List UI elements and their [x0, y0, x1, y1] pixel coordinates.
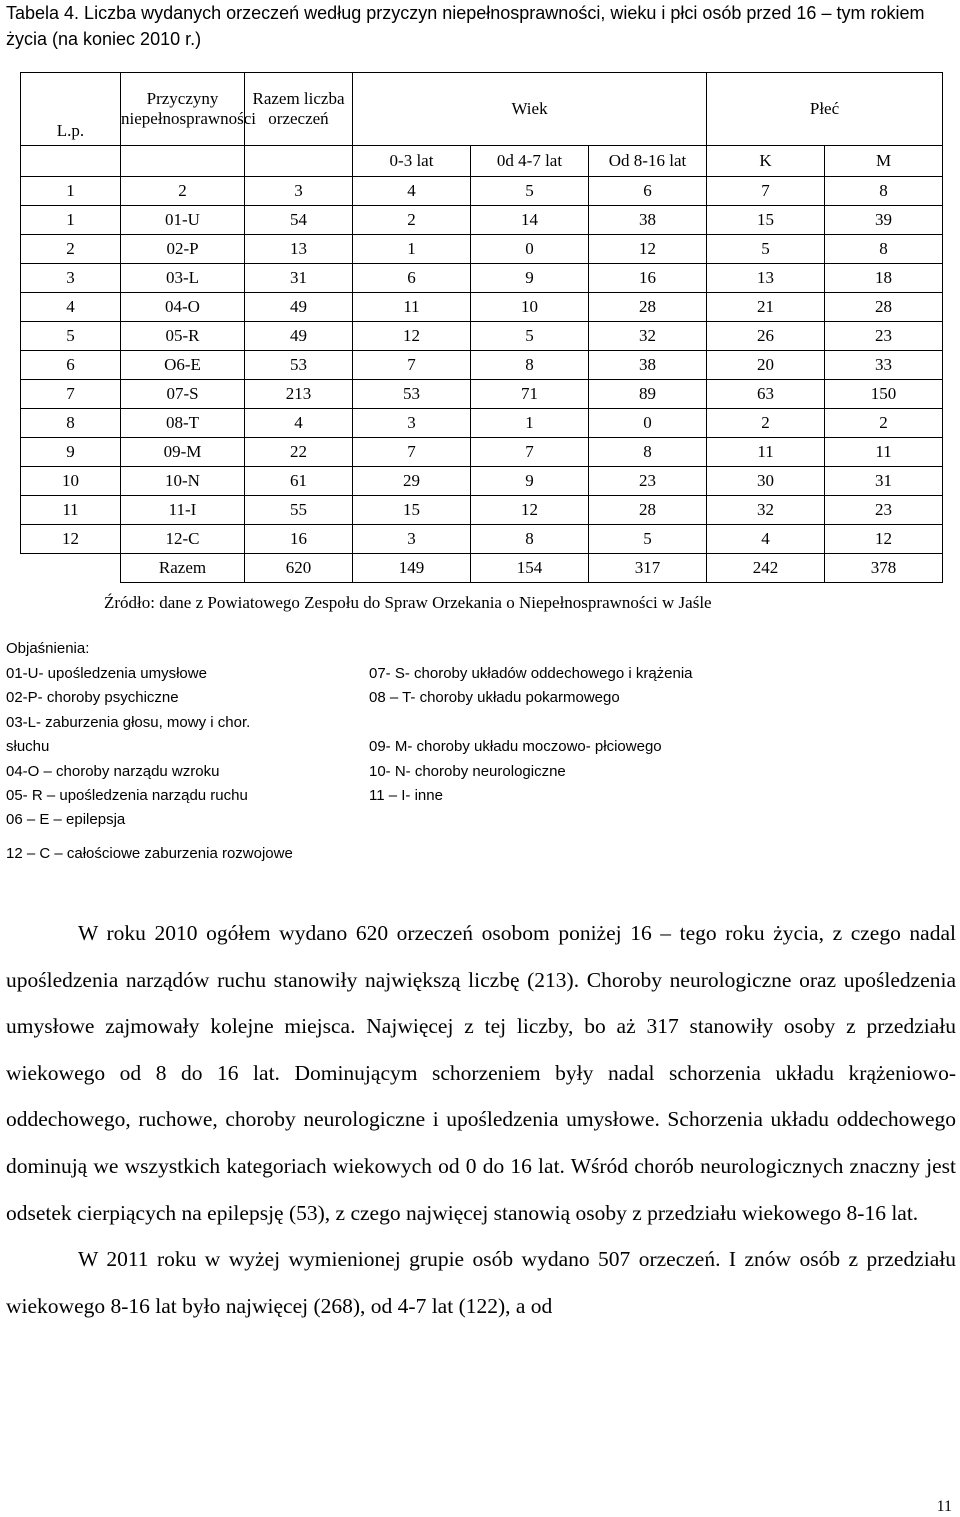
table-cell: 5 [589, 525, 707, 554]
table-row [21, 293, 943, 322]
cause-code: 03-L [121, 264, 245, 293]
table-cell: 38 [589, 351, 707, 380]
table-cell: 9 [471, 467, 589, 496]
table-row [21, 206, 943, 235]
cause-code: 12-C [121, 525, 245, 554]
cause-code: 02-P [121, 235, 245, 264]
table-cell: 15 [353, 496, 471, 525]
page-number: 11 [936, 1498, 952, 1515]
table-cell: 1 [471, 409, 589, 438]
table-cell: 2 [825, 409, 943, 438]
table-cell: 39 [825, 206, 943, 235]
table-cell: 23 [825, 322, 943, 351]
subheader-age-4-7: 0d 4-7 lat [471, 146, 589, 177]
row-number: 10 [21, 467, 121, 496]
header-row [21, 73, 943, 146]
row-number: 1 [21, 206, 121, 235]
table-cell: 5 [707, 235, 825, 264]
total-label: Razem [121, 554, 245, 583]
table-cell: 55 [245, 496, 353, 525]
table-cell: 14 [471, 206, 589, 235]
legend-item: 09- M- choroby układu moczowo- płciowego [369, 738, 662, 756]
legend-left-column [6, 662, 250, 833]
table-cell: 20 [707, 351, 825, 380]
total-cell: 378 [825, 554, 943, 583]
row-number: 2 [21, 235, 121, 264]
legend-item-last: 12 – C – całościowe zaburzenia rozwojowe [6, 845, 293, 862]
table-row [21, 351, 943, 380]
table-cell: 8 [471, 351, 589, 380]
legend-item: 03-L- zaburzenia głosu, mowy i chor. [6, 713, 251, 731]
row-number: 12 [21, 525, 121, 554]
total-cell: 317 [589, 554, 707, 583]
table-cell: 0 [471, 235, 589, 264]
table-cell: 11 [353, 293, 471, 322]
subheader-row [21, 146, 943, 177]
table-cell: 16 [245, 525, 353, 554]
table-cell: 11 [707, 438, 825, 467]
table-cell: 33 [825, 351, 943, 380]
body-text [6, 910, 956, 1329]
table-cell: 49 [245, 322, 353, 351]
table-cell: 49 [245, 293, 353, 322]
header-total: Razem liczba orzeczeń [245, 73, 353, 146]
total-cell: 620 [245, 554, 353, 583]
legend-item: 01-U- upośledzenia umysłowe [6, 665, 207, 682]
cause-code: 01-U [121, 206, 245, 235]
legend-right-column [369, 662, 693, 808]
paragraph: W 2011 roku w wyżej wymienionej grupie osób wydano 507 orzeczeń. I znów osób z przedziału wiekowego 8-16 lat było najwięcej (268), od 4-7 lat (122), a od [6, 1247, 956, 1318]
table-cell: 53 [245, 351, 353, 380]
table-cell: 10 [471, 293, 589, 322]
table-cell: 53 [353, 380, 471, 409]
legend-item: 10- N- choroby neurologiczne [369, 762, 566, 780]
table-cell: 6 [353, 264, 471, 293]
table-cell: 12 [825, 525, 943, 554]
table-cell: 5 [471, 322, 589, 351]
cause-code: 08-T [121, 409, 245, 438]
column-number: 7 [707, 177, 825, 206]
column-number: 3 [245, 177, 353, 206]
table-cell: 2 [707, 409, 825, 438]
legend-item [369, 711, 693, 735]
column-number: 4 [353, 177, 471, 206]
table-cell: 12 [589, 235, 707, 264]
table-row [21, 525, 943, 554]
table-row [21, 409, 943, 438]
table-cell: 11 [825, 438, 943, 467]
legend-item: 04-O – choroby narządu wzroku [6, 762, 220, 780]
subheader-sex-m: M [825, 146, 943, 177]
table-cell: 13 [707, 264, 825, 293]
table-cell: 150 [825, 380, 943, 409]
table-cell: 15 [707, 206, 825, 235]
legend-item: 05- R – upośledzenia narządu ruchu [6, 787, 248, 805]
cause-code: O6-E [121, 351, 245, 380]
table-cell: 31 [245, 264, 353, 293]
table-cell: 21 [707, 293, 825, 322]
disability-table [20, 72, 943, 583]
row-number: 8 [21, 409, 121, 438]
subheader-empty [21, 146, 121, 177]
column-number: 2 [121, 177, 245, 206]
paragraph: W roku 2010 ogółem wydano 620 orzeczeń osobom poniżej 16 – tego roku życia, z czego nadal upośledzenia narządów ruchu stanowiły największą liczbę (213). Choroby neurologiczne oraz upośledzenia umysłowe zajmowały kolejne miejsca. Najwięcej z tej liczby, bo aż 317 stanowiły osoby z przedziału wiekowego od 8 do 16 lat. Dominującym schorzeniem były nadal schorzenia układu krążeniowo-oddechowego, ruchowe, choroby neurologiczne i upośledzenia umysłowe. Schorzenia układu oddechowego dominują we wszystkich kategoriach wiekowych od 0 do 16 lat. Wśród chorób neurologicznych znaczny jest odsetek cierpiących na epilepsję (53), z czego najwięcej stanowią osoby z przedziału wiekowego 8-16 lat. [6, 921, 956, 1225]
row-number: 3 [21, 264, 121, 293]
source-note: Źródło: dane z Powiatowego Zespołu do Spraw Orzekania o Niepełnosprawności w Jaśle [104, 593, 712, 612]
subheader-age-0-3: 0-3 lat [353, 146, 471, 177]
table-cell: 12 [353, 322, 471, 351]
legend-item: 11 – I- inne [369, 787, 443, 805]
row-number: 7 [21, 380, 121, 409]
row-number: 11 [21, 496, 121, 525]
table-row [21, 438, 943, 467]
table-cell: 22 [245, 438, 353, 467]
row-number: 9 [21, 438, 121, 467]
subheader-empty [121, 146, 245, 177]
subheader-empty [245, 146, 353, 177]
table-row [21, 380, 943, 409]
table-cell: 23 [825, 496, 943, 525]
column-number: 6 [589, 177, 707, 206]
table-row [21, 235, 943, 264]
legend-item: 08 – T- choroby układu pokarmowego [369, 689, 620, 707]
table-cell: 9 [471, 264, 589, 293]
cause-code: 04-O [121, 293, 245, 322]
header-lp: L.p. [21, 73, 121, 146]
table-cell: 89 [589, 380, 707, 409]
table-cell: 32 [707, 496, 825, 525]
table-cell: 32 [589, 322, 707, 351]
table-cell: 8 [471, 525, 589, 554]
cause-code: 05-R [121, 322, 245, 351]
legend-item: 02-P- choroby psychiczne [6, 689, 179, 707]
table-cell: 8 [589, 438, 707, 467]
table-cell: 28 [589, 496, 707, 525]
cause-code: 09-M [121, 438, 245, 467]
table-cell: 4 [707, 525, 825, 554]
numbering-row [21, 177, 943, 206]
row-number: 6 [21, 351, 121, 380]
header-cause: Przyczyny niepełnosprawności [121, 73, 245, 146]
table-row [21, 322, 943, 351]
table-row [21, 264, 943, 293]
table-cell: 7 [353, 351, 471, 380]
table-cell: 1 [353, 235, 471, 264]
table-cell: 26 [707, 322, 825, 351]
total-row [21, 554, 943, 583]
table-cell: 28 [825, 293, 943, 322]
total-cell: 242 [707, 554, 825, 583]
cause-code: 10-N [121, 467, 245, 496]
table-cell: 30 [707, 467, 825, 496]
legend-item: 07- S- choroby układów oddechowego i krążenia [369, 665, 693, 682]
table-cell: 61 [245, 467, 353, 496]
column-number: 5 [471, 177, 589, 206]
table-cell: 3 [353, 525, 471, 554]
column-number: 8 [825, 177, 943, 206]
table-cell: 54 [245, 206, 353, 235]
table-cell: 7 [353, 438, 471, 467]
table-cell: 213 [245, 380, 353, 409]
table-cell: 12 [471, 496, 589, 525]
subheader-age-8-16: Od 8-16 lat [589, 146, 707, 177]
table-cell: 3 [353, 409, 471, 438]
table-row [21, 496, 943, 525]
table-caption: Tabela 4. Liczba wydanych orzeczeń według przyczyn niepełnosprawności, wieku i płci osób przed 16 – tym rokiem życia (na koniec 2010 r.) [6, 3, 925, 49]
table-cell: 63 [707, 380, 825, 409]
column-number: 1 [21, 177, 121, 206]
table-cell: 0 [589, 409, 707, 438]
total-cell: 154 [471, 554, 589, 583]
cause-code: 11-I [121, 496, 245, 525]
table-cell: 7 [471, 438, 589, 467]
legend-item: słuchu [6, 738, 50, 756]
table-cell: 2 [353, 206, 471, 235]
table-cell: 31 [825, 467, 943, 496]
table-cell: 16 [589, 264, 707, 293]
cause-code: 07-S [121, 380, 245, 409]
legend-title: Objaśnienia: [6, 640, 90, 657]
row-number: 4 [21, 293, 121, 322]
table-cell: 23 [589, 467, 707, 496]
table-cell: 71 [471, 380, 589, 409]
table-cell: 18 [825, 264, 943, 293]
subheader-sex-k: K [707, 146, 825, 177]
total-spacer [21, 554, 121, 583]
legend-item: 06 – E – epilepsja [6, 811, 126, 829]
table-cell: 38 [589, 206, 707, 235]
header-age: Wiek [353, 73, 707, 146]
header-sex: Płeć [707, 73, 943, 146]
table-cell: 29 [353, 467, 471, 496]
table-cell: 13 [245, 235, 353, 264]
table-row [21, 467, 943, 496]
table-cell: 8 [825, 235, 943, 264]
row-number: 5 [21, 322, 121, 351]
total-cell: 149 [353, 554, 471, 583]
table-cell: 4 [245, 409, 353, 438]
table-cell: 28 [589, 293, 707, 322]
